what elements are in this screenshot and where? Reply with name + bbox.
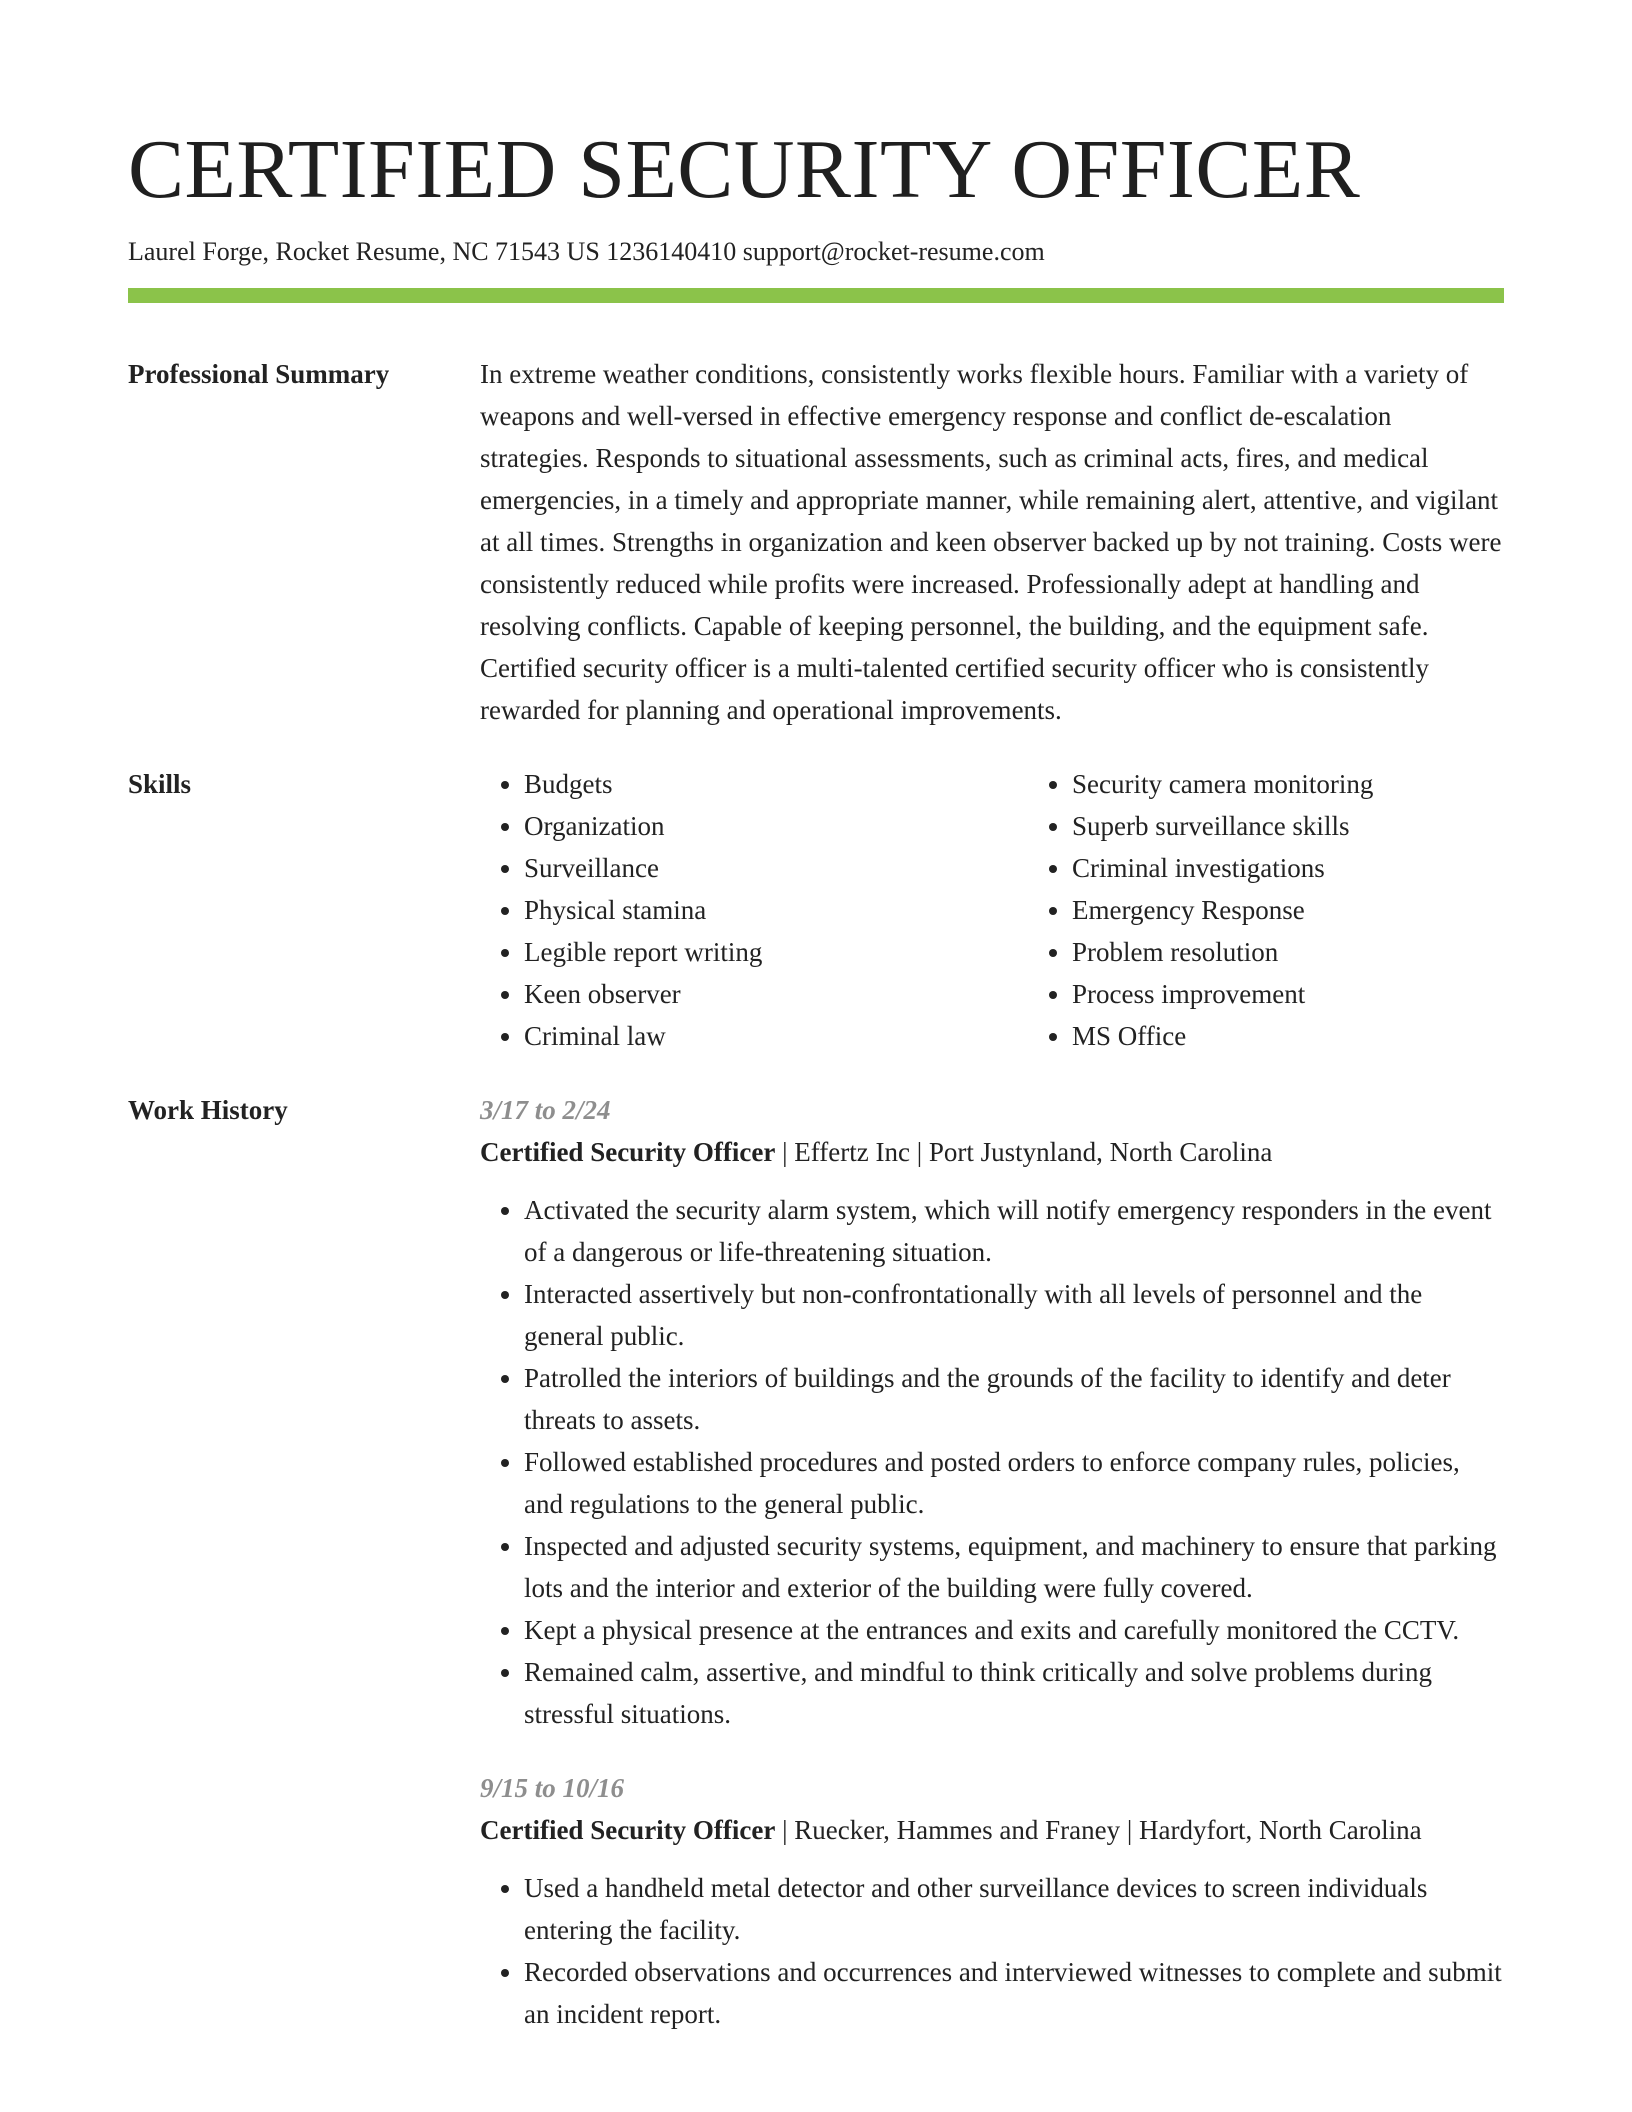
job-entry xyxy=(480,1089,1504,1735)
job-bullet: • Used a handheld metal detector and other surveillance devices to screen individuals entering the facility. xyxy=(524,1867,1504,1951)
skill-item: • Emergency Response xyxy=(1072,889,1576,931)
job-company-location: | Ruecker, Hammes and Franey | Hardyfort, North Carolina xyxy=(775,1815,1422,1845)
skill-item: • Physical stamina xyxy=(524,889,1028,931)
job-bullet: • Remained calm, assertive, and mindful to think critically and solve problems during stressful situations. xyxy=(524,1651,1504,1735)
skill-item: • Problem resolution xyxy=(1072,931,1576,973)
job-heading xyxy=(480,1131,1504,1173)
job-company-location: | Effertz Inc | Port Justynland, North Carolina xyxy=(775,1137,1273,1167)
skill-item: • Organization xyxy=(524,805,1028,847)
skill-item: • Legible report writing xyxy=(524,931,1028,973)
job-bullets xyxy=(480,1867,1504,2035)
section-label-work-history: Work History xyxy=(128,1095,288,1125)
skill-item: • Criminal law xyxy=(524,1015,1028,1057)
skills-list-left xyxy=(480,763,1028,1057)
skill-item: • Surveillance xyxy=(524,847,1028,889)
skill-item: • Budgets xyxy=(524,763,1028,805)
skill-item: • Superb surveillance skills xyxy=(1072,805,1576,847)
job-title: Certified Security Officer xyxy=(480,1815,776,1845)
skill-item: • MS Office xyxy=(1072,1015,1576,1057)
job-bullet: • Followed established procedures and posted orders to enforce company rules, policies, and regulations to the general public. xyxy=(524,1441,1504,1525)
job-title: Certified Security Officer xyxy=(480,1137,776,1167)
contact-address: Laurel Forge, Rocket Resume, NC 71543 US xyxy=(128,237,600,266)
job-bullet: • Kept a physical presence at the entrances and exits and carefully monitored the CCTV. xyxy=(524,1609,1504,1651)
job-dates: 9/15 to 10/16 xyxy=(480,1773,625,1803)
contact-line xyxy=(128,236,1504,268)
job-heading xyxy=(480,1809,1504,1851)
section-label-summary: Professional Summary xyxy=(128,359,390,389)
job-bullet: • Patrolled the interiors of buildings and the grounds of the facility to identify and deter threats to assets. xyxy=(524,1357,1504,1441)
skills-columns xyxy=(480,763,1576,1057)
job-bullet: • Inspected and adjusted security systems, equipment, and machinery to ensure that parking lots and the interior and exterior of the building were fully covered. xyxy=(524,1525,1504,1609)
skills-list-right xyxy=(1028,763,1576,1057)
skill-item: • Security camera monitoring xyxy=(1072,763,1576,805)
job-bullets xyxy=(480,1189,1504,1735)
professional-summary-section xyxy=(128,353,1504,731)
contact-email: support@rocket-resume.com xyxy=(742,237,1045,266)
skills-section xyxy=(128,763,1504,1057)
skill-item: • Process improvement xyxy=(1072,973,1576,1015)
section-label-skills: Skills xyxy=(128,769,192,799)
job-entry xyxy=(480,1767,1504,2035)
job-bullet: • Activated the security alarm system, which will notify emergency responders in the event of a dangerous or life-threatening situation. xyxy=(524,1189,1504,1273)
skill-item: • Criminal investigations xyxy=(1072,847,1576,889)
contact-phone: 1236140410 xyxy=(606,237,737,266)
job-bullet: • Interacted assertively but non-confrontationally with all levels of personnel and the general public. xyxy=(524,1273,1504,1357)
job-dates: 3/17 to 2/24 xyxy=(480,1095,611,1125)
header-divider xyxy=(128,288,1504,303)
work-history-body xyxy=(480,1089,1504,2035)
summary-text: In extreme weather conditions, consistently works flexible hours. Familiar with a variety of weapons and well-versed in effective emergency response and conflict de-escalation strategies. Responds to situational assessments, such as criminal acts, fires, and medical emergencies, in a timely and appropriate manner, while remaining alert, attentive, and vigilant at all times. Strengths in organization and keen observer backed up by not training. Costs were consistently reduced while profits were increased. Professionally adept at handling and resolving conflicts. Capable of keeping personnel, the building, and the equipment safe. Certified security officer is a multi-talented certified security officer who is consistently rewarded for planning and operational improvements. xyxy=(480,359,1502,725)
work-history-section xyxy=(128,1089,1504,2035)
job-bullet: • Recorded observations and occurrences and interviewed witnesses to complete and submit an incident report. xyxy=(524,1951,1504,2035)
resume-page xyxy=(128,120,1504,2035)
skill-item: • Keen observer xyxy=(524,973,1028,1015)
resume-name: CERTIFIED SECURITY OFFICER xyxy=(128,123,1361,216)
